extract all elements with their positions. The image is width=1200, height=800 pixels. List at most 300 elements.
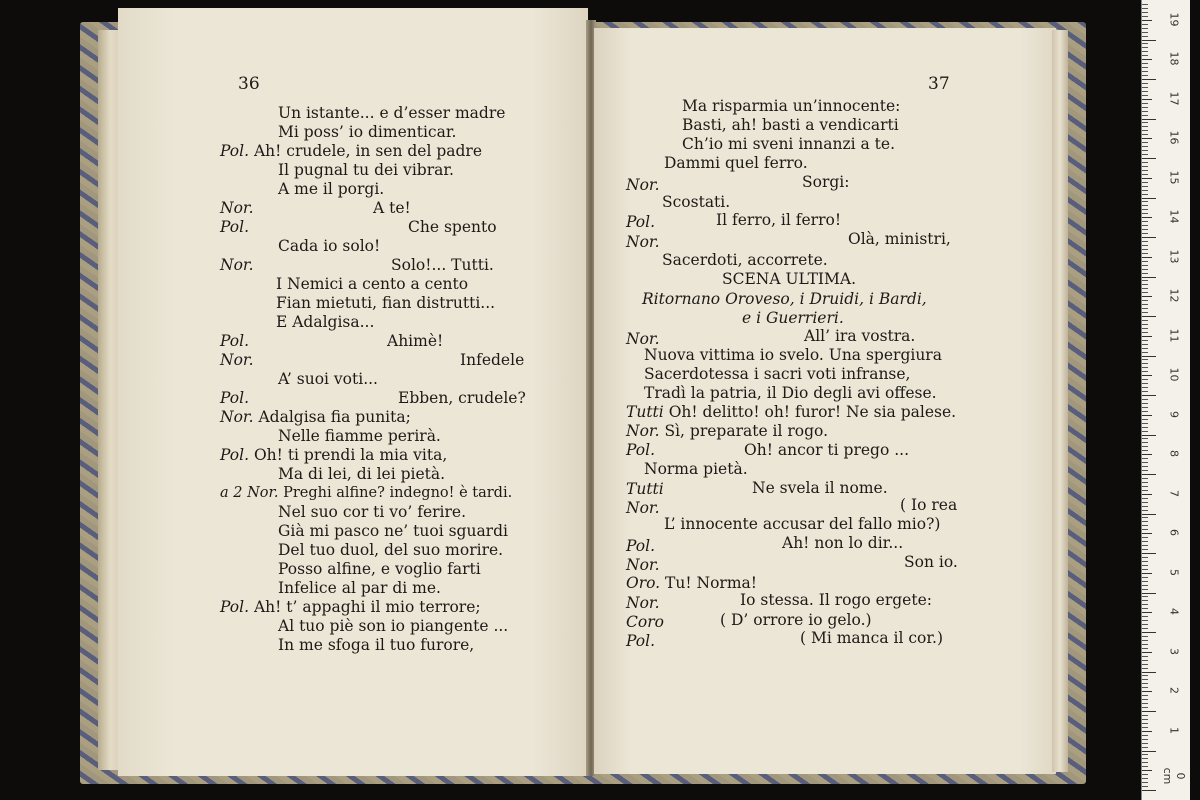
verse-line <box>626 176 660 195</box>
ruler-tick <box>1142 55 1148 56</box>
verse-line: Nor. Sì, preparate il rogo. <box>626 422 829 440</box>
ruler-tick <box>1142 324 1148 325</box>
verse-line <box>626 594 660 613</box>
speaker: Tutti <box>626 480 664 498</box>
ruler-tick <box>1142 478 1148 479</box>
verse-line: Dammi quel ferro. <box>664 154 808 172</box>
ruler-tick <box>1142 91 1148 92</box>
verse-line: Del tuo duol, del suo morire. <box>278 541 504 559</box>
ruler-tick <box>1142 265 1148 266</box>
stage-direction: e i Guerrieri. <box>742 309 844 327</box>
ruler-tick <box>1142 403 1148 404</box>
ruler-tick <box>1142 419 1148 420</box>
ruler-tick <box>1142 209 1148 210</box>
speaker: Nor. <box>220 256 254 274</box>
ruler-tick <box>1142 40 1156 41</box>
speaker: Pol. <box>220 332 250 350</box>
verse-line: Tutti Oh! delitto! oh! furor! Ne sia palese. <box>626 403 957 421</box>
speaker: Nor. <box>220 351 254 369</box>
ruler-tick <box>1142 103 1148 104</box>
ruler-tick <box>1142 138 1152 139</box>
verse-line <box>626 213 655 232</box>
verse-line: A’ suoi voti... <box>278 370 378 388</box>
ruler-tick <box>1142 600 1148 601</box>
verse-line: Cada io solo! <box>278 237 381 255</box>
verse-line <box>626 233 660 252</box>
verse-line: Un istante... e d’esser madre <box>278 104 506 122</box>
measuring-ruler <box>1141 0 1190 800</box>
verse-line: Norma pietà. <box>644 460 748 478</box>
ruler-tick <box>1142 308 1148 309</box>
verse-line: Sacerdoti, accorrete. <box>662 251 828 269</box>
ruler-tick <box>1142 612 1152 613</box>
ruler-tick <box>1142 529 1148 530</box>
verse-line: L’ innocente accusar del fallo mio?) <box>664 515 941 533</box>
ruler-tick <box>1142 87 1148 88</box>
ruler-tick <box>1142 233 1148 234</box>
ruler-tick <box>1142 328 1148 329</box>
ruler-tick <box>1142 67 1148 68</box>
ruler-tick <box>1142 332 1148 333</box>
ruler-tick <box>1142 762 1148 763</box>
speaker: Nor. <box>626 556 660 574</box>
ruler-tick <box>1142 450 1148 451</box>
ruler-tick <box>1142 715 1148 716</box>
verse-line <box>220 351 254 370</box>
ruler-tick <box>1142 170 1148 171</box>
ruler-tick <box>1142 205 1148 206</box>
verse-line: Mi poss’ io dimenticar. <box>278 123 457 141</box>
ruler-label: 6 <box>1167 529 1181 537</box>
speaker: Nor. <box>626 422 660 440</box>
ruler-tick <box>1142 553 1156 554</box>
ruler-tick <box>1142 292 1148 293</box>
ruler-tick <box>1142 770 1152 771</box>
ruler-tick <box>1142 51 1148 52</box>
verse-line: Nuova vittima io svelo. Una spergiura <box>644 346 942 364</box>
ruler-tick <box>1142 284 1148 285</box>
verse-line: Pol. Ah! t’ appaghi il mio terrore; <box>220 598 481 616</box>
ruler-tick <box>1142 296 1152 297</box>
speaker: Pol. <box>220 446 250 464</box>
speaker: Nor. <box>626 176 660 194</box>
verse-line: Ch’io mi sveni innanzi a te. <box>682 135 896 153</box>
verse-line: A me il porgi. <box>278 180 385 198</box>
ruler-tick <box>1142 719 1148 720</box>
ruler-tick <box>1142 134 1148 135</box>
ruler-tick <box>1142 435 1156 436</box>
right-page <box>594 28 1056 774</box>
ruler-tick <box>1142 703 1148 704</box>
ruler-tick <box>1142 640 1148 641</box>
ruler-tick <box>1142 130 1148 131</box>
verse-line: Oro. Tu! Norma! <box>626 574 757 592</box>
ruler-tick <box>1142 277 1156 278</box>
ruler-tick <box>1142 344 1148 345</box>
ruler-tick <box>1142 569 1148 570</box>
verse-line: a 2 Nor. Preghi alfine? indegno! è tardi. <box>220 485 513 501</box>
ruler-tick <box>1142 604 1148 605</box>
verse-line: Che spento <box>408 218 497 236</box>
ruler-tick <box>1142 699 1148 700</box>
ruler-tick <box>1142 628 1148 629</box>
ruler-tick <box>1142 304 1148 305</box>
speaker: Nor. <box>626 233 660 251</box>
ruler-tick <box>1142 83 1148 84</box>
ruler-tick <box>1142 608 1148 609</box>
ruler-label: 1 <box>1167 726 1181 734</box>
ruler-tick <box>1142 446 1148 447</box>
ruler-tick <box>1142 632 1156 633</box>
verse-line <box>220 218 249 237</box>
ruler-tick <box>1142 221 1148 222</box>
left-page <box>118 8 588 776</box>
ruler-tick <box>1142 660 1148 661</box>
ruler-tick <box>1142 253 1148 254</box>
verse-line: I Nemici a cento a cento <box>276 275 469 293</box>
verse-line: Ah! non lo dir... <box>782 534 904 552</box>
ruler-tick <box>1142 288 1148 289</box>
verse-line: Già mi pasco ne’ tuoi sguardi <box>278 522 508 540</box>
ruler-tick <box>1142 774 1148 775</box>
verse-line: Ma di lei, di lei pietà. <box>278 465 446 483</box>
ruler-tick <box>1142 95 1148 96</box>
ruler-tick <box>1142 115 1148 116</box>
ruler-tick <box>1142 458 1148 459</box>
ruler-tick <box>1142 300 1148 301</box>
ruler-tick <box>1142 146 1148 147</box>
ruler-tick <box>1142 198 1156 199</box>
ruler-tick <box>1142 557 1148 558</box>
verse-line: Solo!... Tutti. <box>391 256 494 274</box>
ruler-tick <box>1142 178 1152 179</box>
verse-line: Pol. Oh! ti prendi la mia vita, <box>220 446 448 464</box>
ruler-tick <box>1142 194 1148 195</box>
ruler-tick <box>1142 245 1148 246</box>
ruler-tick <box>1142 751 1156 752</box>
ruler-tick <box>1142 63 1148 64</box>
ruler-tick <box>1142 241 1148 242</box>
speaker: Nor. <box>220 199 254 217</box>
verse-line: Sacerdotessa i sacri voti infranse, <box>644 365 911 383</box>
ruler-tick <box>1142 786 1148 787</box>
speaker: Nor. <box>626 330 660 348</box>
ruler-tick <box>1142 415 1152 416</box>
speaker: Pol. <box>220 142 250 160</box>
speaker: Coro <box>626 613 664 631</box>
ruler-tick <box>1142 142 1148 143</box>
ruler-tick <box>1142 367 1148 368</box>
speaker: Pol. <box>220 389 250 407</box>
verse-line <box>220 332 249 351</box>
ruler-tick <box>1142 71 1148 72</box>
ruler-tick <box>1142 672 1156 673</box>
ruler-label: 4 <box>1167 608 1181 616</box>
ruler-tick <box>1142 122 1148 123</box>
speaker: Pol. <box>220 218 250 236</box>
ruler-tick <box>1142 107 1148 108</box>
verse-line: In me sfoga il tuo furore, <box>278 636 475 654</box>
ruler-tick <box>1142 490 1148 491</box>
verse-line <box>626 537 655 556</box>
speaker: Pol. <box>626 213 656 231</box>
scene-heading: SCENA ULTIMA. <box>722 270 857 288</box>
ruler-tick <box>1142 711 1156 712</box>
verse-line: ( Mi manca il cor.) <box>800 629 944 647</box>
ruler-tick <box>1142 494 1152 495</box>
ruler-tick <box>1142 99 1152 100</box>
verse-line: Pol. Ah! crudele, in sen del padre <box>220 142 483 160</box>
ruler-tick <box>1142 312 1148 313</box>
ruler-tick <box>1142 549 1148 550</box>
verse-line: Al tuo piè son io piangente ... <box>278 617 509 635</box>
ruler-tick <box>1142 348 1148 349</box>
ruler-tick <box>1142 28 1148 29</box>
ruler-tick <box>1142 273 1148 274</box>
verse-line: Posso alfine, e voglio farti <box>278 560 481 578</box>
ruler-tick <box>1142 498 1148 499</box>
ruler-tick <box>1142 280 1148 281</box>
ruler-tick <box>1142 111 1148 112</box>
speaker: Pol. <box>626 632 656 650</box>
ruler-tick <box>1142 573 1152 574</box>
ruler-tick <box>1142 213 1148 214</box>
verse-line: Ma risparmia un’innocente: <box>682 97 901 115</box>
ruler-tick <box>1142 644 1148 645</box>
speaker: a 2 Nor. <box>220 485 279 501</box>
ruler-label: 10 <box>1167 367 1181 382</box>
ruler-tick <box>1142 747 1148 748</box>
ruler-label: 3 <box>1167 647 1181 655</box>
ruler-label: 0 cm <box>1161 767 1187 785</box>
ruler-label: 9 <box>1167 410 1181 418</box>
ruler-tick <box>1142 24 1148 25</box>
ruler-tick <box>1142 407 1148 408</box>
ruler-label: 11 <box>1167 328 1181 343</box>
speaker: Nor. <box>220 408 254 426</box>
ruler-label: 18 <box>1167 51 1181 66</box>
ruler-label: 2 <box>1167 687 1181 695</box>
ruler-tick <box>1142 391 1148 392</box>
verse-line: Nor. Adalgisa fia punita; <box>220 408 411 426</box>
ruler-tick <box>1142 150 1148 151</box>
ruler-tick <box>1142 126 1148 127</box>
verse-line: Oh! ancor ti prego ... <box>744 441 909 459</box>
ruler-tick <box>1142 431 1148 432</box>
verse-line: Il ferro, il ferro! <box>716 211 842 229</box>
ruler-tick <box>1142 427 1148 428</box>
verse-line <box>220 389 249 408</box>
ruler-tick <box>1142 782 1148 783</box>
ruler-tick <box>1142 743 1148 744</box>
speaker: Tutti <box>626 403 664 421</box>
ruler-tick <box>1142 668 1148 669</box>
verse-line: Fian mietuti, fian distrutti... <box>276 294 496 312</box>
ruler-tick <box>1142 16 1148 17</box>
ruler-tick <box>1142 545 1148 546</box>
ruler-tick <box>1142 687 1148 688</box>
ruler-tick <box>1142 352 1148 353</box>
ruler-tick <box>1142 261 1148 262</box>
ruler-tick <box>1142 154 1148 155</box>
ruler-tick <box>1142 766 1148 767</box>
page-edges-right <box>1052 30 1068 772</box>
verse-line <box>626 556 660 575</box>
ruler-tick <box>1142 36 1148 37</box>
ruler-label: 7 <box>1167 489 1181 497</box>
verse-line <box>626 441 655 460</box>
ruler-label: 14 <box>1167 209 1181 224</box>
ruler-tick <box>1142 387 1148 388</box>
ruler-tick <box>1142 399 1148 400</box>
ruler-tick <box>1142 541 1148 542</box>
verse-line: Ahimè! <box>387 332 444 350</box>
speaker: Nor. <box>626 499 660 517</box>
ruler-tick <box>1142 683 1148 684</box>
ruler-tick <box>1142 581 1148 582</box>
verse-line: Sorgi: <box>802 173 850 191</box>
ruler-tick <box>1142 695 1148 696</box>
verse-line <box>220 256 254 275</box>
ruler-tick <box>1142 442 1148 443</box>
verse-line: Ne svela il nome. <box>752 479 888 497</box>
ruler-tick <box>1142 356 1156 357</box>
ruler-tick <box>1142 174 1148 175</box>
ruler-label: 16 <box>1167 130 1181 145</box>
verse-line: All’ ira vostra. <box>804 327 916 345</box>
ruler-tick <box>1142 320 1148 321</box>
ruler-tick <box>1142 336 1152 337</box>
ruler-tick <box>1142 652 1152 653</box>
ruler-tick <box>1142 754 1148 755</box>
ruler-tick <box>1142 359 1148 360</box>
ruler-tick <box>1142 217 1152 218</box>
ruler-tick <box>1142 462 1148 463</box>
ruler-tick <box>1142 510 1148 511</box>
ruler-tick <box>1142 201 1148 202</box>
ruler-tick <box>1142 59 1152 60</box>
ruler-tick <box>1142 316 1156 317</box>
ruler-tick <box>1142 79 1156 80</box>
ruler-tick <box>1142 186 1148 187</box>
ruler-tick <box>1142 190 1148 191</box>
verse-line: E Adalgisa... <box>276 313 375 331</box>
ruler-tick <box>1142 43 1148 44</box>
ruler-tick <box>1142 166 1148 167</box>
ruler-tick <box>1142 778 1148 779</box>
ruler-tick <box>1142 679 1148 680</box>
ruler-tick <box>1142 731 1152 732</box>
ruler-tick <box>1142 371 1148 372</box>
ruler-tick <box>1142 383 1148 384</box>
ruler-tick <box>1142 229 1148 230</box>
ruler-label: 5 <box>1167 568 1181 576</box>
ruler-tick <box>1142 269 1148 270</box>
ruler-tick <box>1142 589 1148 590</box>
ruler-tick <box>1142 423 1148 424</box>
verse-line: Basti, ah! basti a vendicarti <box>682 116 899 134</box>
ruler-tick <box>1142 486 1148 487</box>
stage-direction: Ritornano Oroveso, i Druidi, i Bardi, <box>642 290 927 308</box>
ruler-tick <box>1142 375 1152 376</box>
verse-line: Son io. <box>904 553 958 571</box>
ruler-tick <box>1142 758 1148 759</box>
ruler-tick <box>1142 182 1148 183</box>
verse-line: Io stessa. Il rogo ergete: <box>740 591 932 609</box>
ruler-tick <box>1142 466 1148 467</box>
verse-line <box>626 499 660 518</box>
ruler-tick <box>1142 656 1148 657</box>
ruler-tick <box>1142 537 1148 538</box>
ruler-tick <box>1142 438 1148 439</box>
verse-line: ( Io rea <box>900 496 958 514</box>
ruler-tick <box>1142 624 1148 625</box>
ruler-tick <box>1142 257 1152 258</box>
verse-line: Infedele <box>460 351 525 369</box>
verse-line: Nelle fiamme perirà. <box>278 427 441 445</box>
ruler-tick <box>1142 521 1148 522</box>
verse-line: Ebben, crudele? <box>398 389 526 407</box>
ruler-label: 19 <box>1167 12 1181 27</box>
ruler-tick <box>1142 506 1148 507</box>
ruler-tick <box>1142 249 1148 250</box>
ruler-tick <box>1142 474 1156 475</box>
ruler-label: 15 <box>1167 170 1181 185</box>
ruler-tick <box>1142 707 1148 708</box>
ruler-tick <box>1142 616 1148 617</box>
ruler-tick <box>1142 514 1156 515</box>
ruler-tick <box>1142 517 1148 518</box>
ruler-tick <box>1142 20 1152 21</box>
ruler-tick <box>1142 561 1148 562</box>
ruler-tick <box>1142 158 1156 159</box>
verse-line: Il pugnal tu dei vibrar. <box>278 161 454 179</box>
ruler-label: 13 <box>1167 249 1181 264</box>
ruler-tick <box>1142 723 1148 724</box>
ruler-tick <box>1142 237 1156 238</box>
ruler-tick <box>1142 739 1148 740</box>
speaker: Pol. <box>626 537 656 555</box>
verse-line <box>220 199 254 218</box>
ruler-tick <box>1142 8 1148 9</box>
speaker: Pol. <box>220 598 250 616</box>
ruler-tick <box>1142 596 1148 597</box>
ruler-tick <box>1142 664 1148 665</box>
ruler-tick <box>1142 620 1148 621</box>
ruler-tick <box>1142 790 1156 791</box>
ruler-tick <box>1142 340 1148 341</box>
ruler-tick <box>1142 585 1148 586</box>
verse-line: A te! <box>373 199 411 217</box>
ruler-tick <box>1142 225 1148 226</box>
verse-line: Infelice al par di me. <box>278 579 441 597</box>
verse-line: Nel suo cor ti vo’ ferire. <box>278 503 467 521</box>
verse-line: Olà, ministri, <box>848 230 951 248</box>
ruler-tick <box>1142 379 1148 380</box>
ruler-tick <box>1142 75 1148 76</box>
ruler-tick <box>1142 565 1148 566</box>
ruler-tick <box>1142 47 1148 48</box>
ruler-label: 12 <box>1167 288 1181 303</box>
ruler-tick <box>1142 636 1148 637</box>
ruler-tick <box>1142 4 1148 5</box>
ruler-label: 17 <box>1167 91 1181 106</box>
page-number-right: 37 <box>928 74 950 94</box>
ruler-tick <box>1142 533 1152 534</box>
ruler-tick <box>1142 593 1156 594</box>
ruler-tick <box>1142 32 1148 33</box>
verse-line <box>626 613 664 632</box>
